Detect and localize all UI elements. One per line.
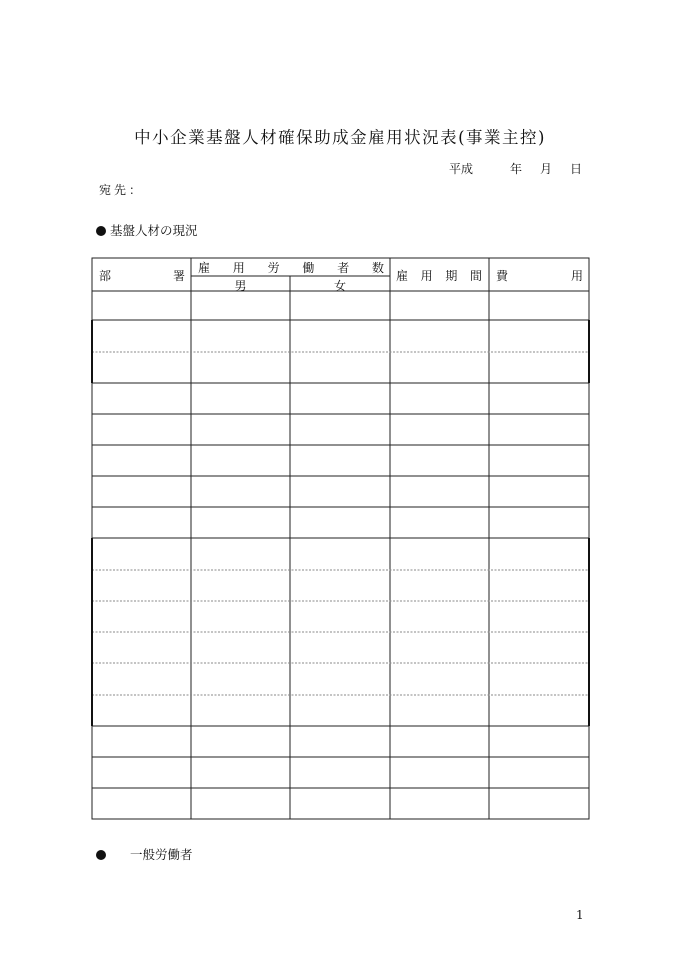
date-era: 平成 xyxy=(449,162,474,176)
page-title: 中小企業基盤人材確保助成金雇用状況表(事業主控) xyxy=(134,128,546,147)
date-day-label: 日 xyxy=(570,162,583,176)
section-heading-general-workers xyxy=(96,845,193,863)
header-female: 女 xyxy=(333,279,346,293)
header-male: 男 xyxy=(234,279,247,293)
header-employment-period: 雇 用 期 間 xyxy=(396,269,482,283)
addressee-label: 宛先： xyxy=(99,183,145,197)
bullet-icon xyxy=(96,850,106,860)
header-department: 部 署 xyxy=(99,269,185,283)
date-year-label: 年 xyxy=(510,162,523,176)
date-month-label: 月 xyxy=(540,162,553,176)
header-cost: 費 用 xyxy=(496,269,583,283)
page-number: 1 xyxy=(576,908,584,922)
header-employee-count: 雇 用 労 働 者 数 xyxy=(198,261,384,275)
section-label: 基盤人材の現況 xyxy=(109,223,198,238)
section-label: 一般労働者 xyxy=(129,847,193,862)
